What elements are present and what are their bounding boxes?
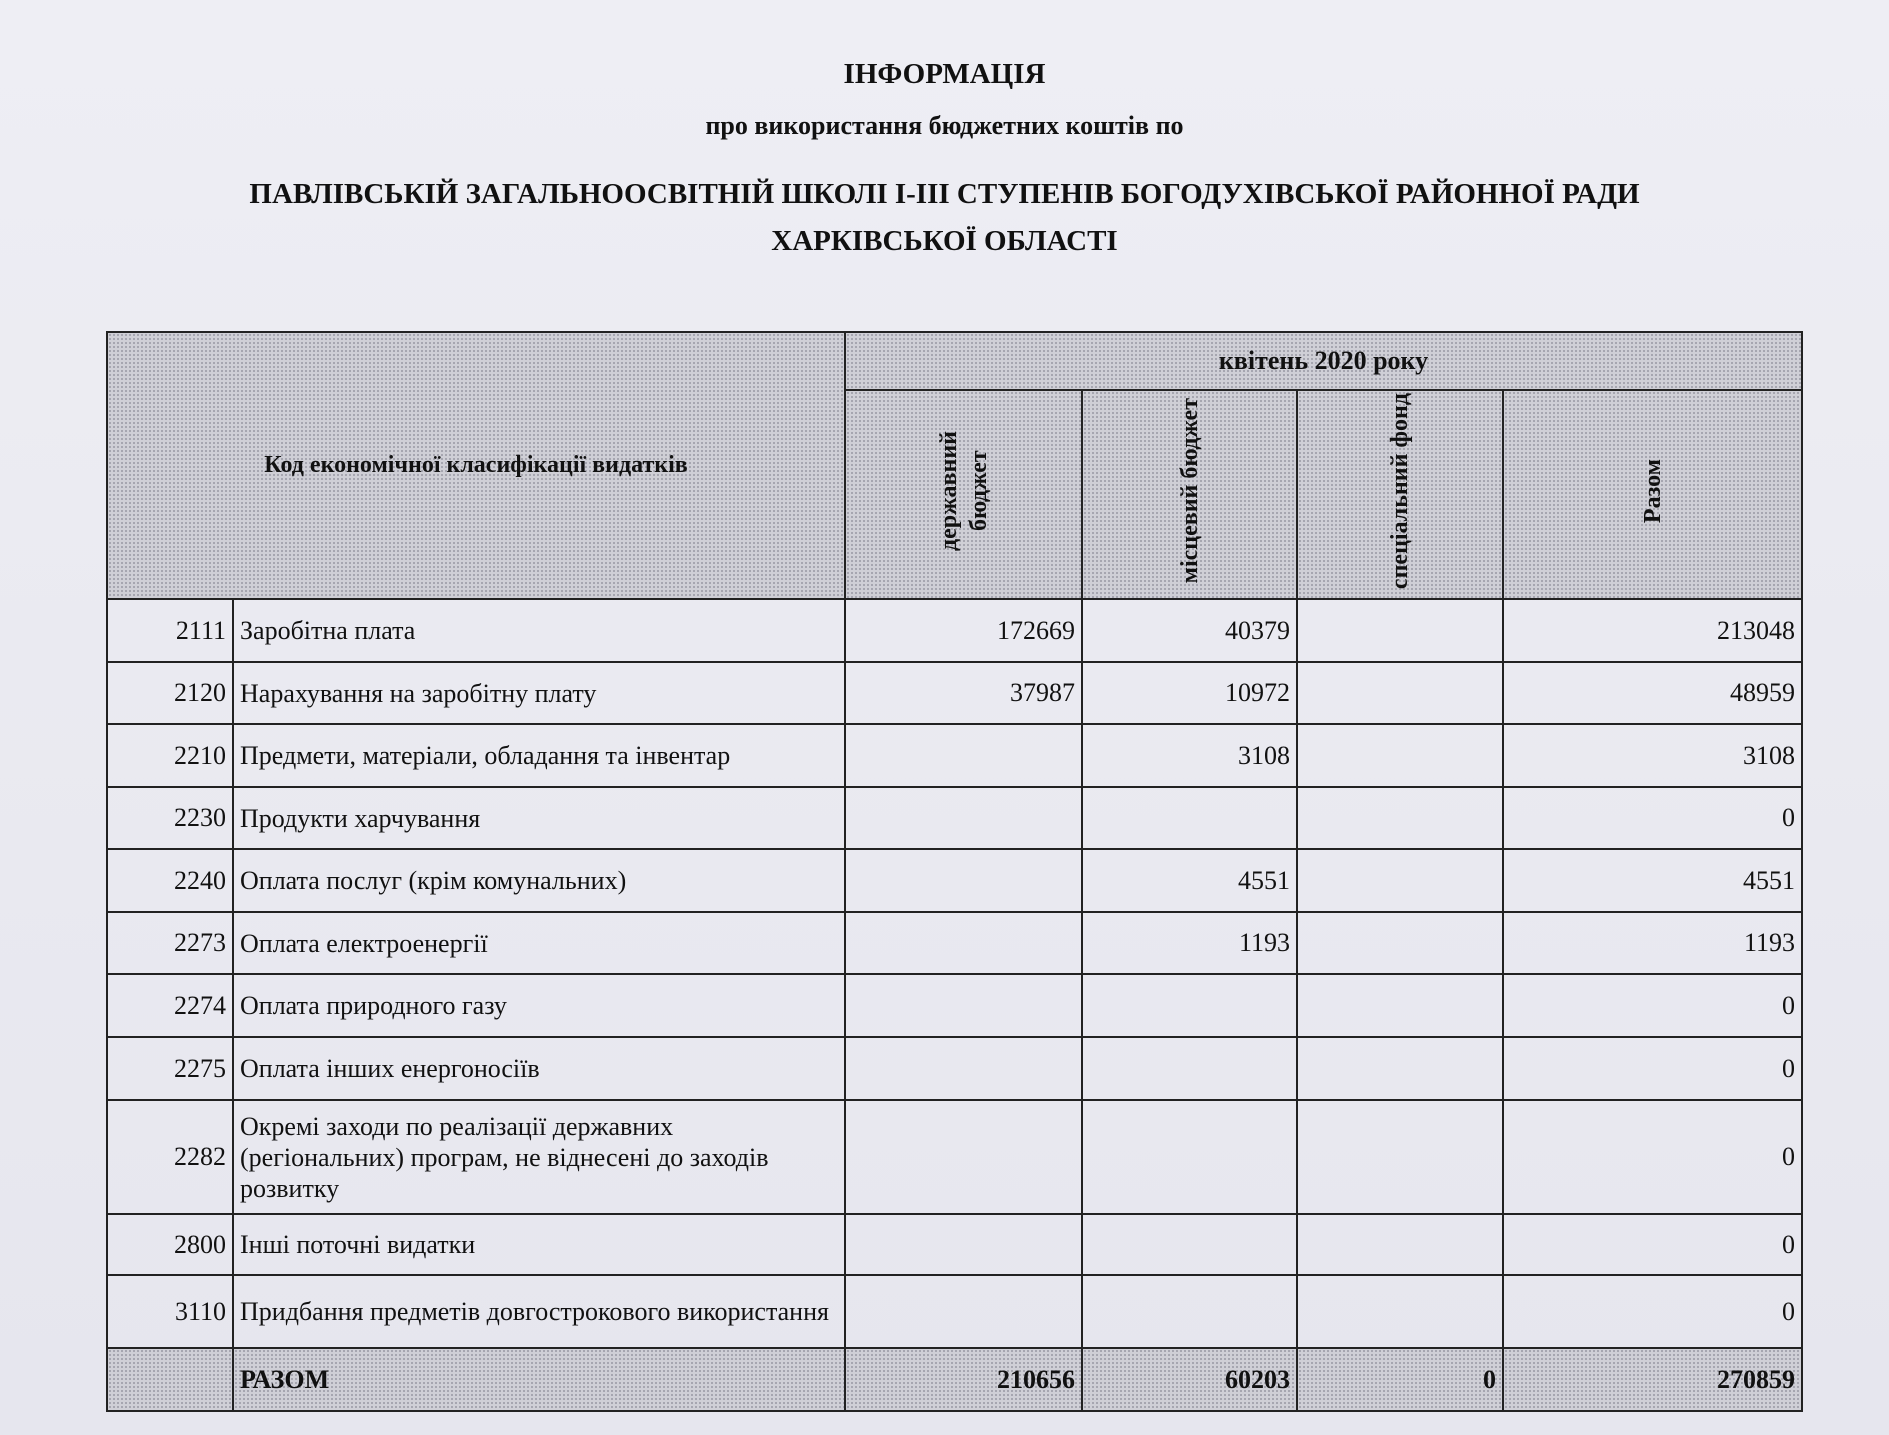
row-total: 4551: [1503, 849, 1802, 912]
row-special: [1297, 974, 1503, 1037]
total-state: 210656: [845, 1348, 1082, 1411]
row-total: 0: [1503, 1214, 1802, 1275]
row-state: [845, 1275, 1082, 1348]
document-subtitle: про використання бюджетних коштів по: [705, 111, 1184, 140]
column-header-total: Разом: [1503, 390, 1802, 599]
row-special: [1297, 1100, 1503, 1214]
organization-name-line-1: ПАВЛІВСЬКІЙ ЗАГАЛЬНООСВІТНІЙ ШКОЛІ І-ІІІ СТУПЕНІВ БОГОДУХІВСЬКОЇ РАЙОННОЇ РАДИ: [249, 178, 1640, 210]
table-row: [107, 787, 1802, 849]
row-code: 2230: [107, 787, 233, 849]
table-row: [107, 974, 1802, 1037]
row-total: 48959: [1503, 662, 1802, 724]
table-row: [107, 662, 1802, 724]
row-name: Окремі заходи по реалізації державних (регіональних) програм, не віднесені до заходів розвитку: [233, 1100, 845, 1214]
row-local: [1082, 1037, 1297, 1100]
row-local: 10972: [1082, 662, 1297, 724]
table-row: [107, 1275, 1802, 1348]
row-local: [1082, 974, 1297, 1037]
row-code: 2111: [107, 599, 233, 662]
row-local: 4551: [1082, 849, 1297, 912]
row-code: 2240: [107, 849, 233, 912]
row-name: Інші поточні видатки: [233, 1214, 845, 1275]
document-title: ІНФОРМАЦІЯ: [843, 58, 1046, 90]
row-name: Заробітна плата: [233, 599, 845, 662]
row-name: Продукти харчування: [233, 787, 845, 849]
row-local: 3108: [1082, 724, 1297, 787]
row-local: 40379: [1082, 599, 1297, 662]
row-state: 172669: [845, 599, 1082, 662]
row-special: [1297, 724, 1503, 787]
total-code-cell: [107, 1348, 233, 1411]
row-name: Оплата електроенергії: [233, 912, 845, 974]
table-row: [107, 912, 1802, 974]
row-name: Оплата природного газу: [233, 974, 845, 1037]
row-name: Предмети, матеріали, обладання та інвентар: [233, 724, 845, 787]
row-state: [845, 974, 1082, 1037]
total-special: 0: [1297, 1348, 1503, 1411]
row-special: [1297, 662, 1503, 724]
total-label: РАЗОМ: [233, 1348, 845, 1411]
column-header-special-fund: спеціальний фонд: [1297, 390, 1503, 599]
row-special: [1297, 599, 1503, 662]
row-special: [1297, 849, 1503, 912]
row-total: 3108: [1503, 724, 1802, 787]
table-header-row: [107, 332, 1802, 390]
organization-name-line-2: ХАРКІВСЬКОЇ ОБЛАСТІ: [771, 225, 1118, 257]
row-total: 0: [1503, 1275, 1802, 1348]
budget-table: [106, 331, 1803, 1412]
table-row: [107, 1214, 1802, 1275]
row-local: [1082, 1100, 1297, 1214]
row-code: 2273: [107, 912, 233, 974]
row-state: [845, 849, 1082, 912]
row-code: 2800: [107, 1214, 233, 1275]
row-code: 2210: [107, 724, 233, 787]
row-name: Придбання предметів довгострокового використання: [233, 1275, 845, 1348]
table-row: [107, 849, 1802, 912]
total-row: [107, 1348, 1802, 1411]
row-code: 2274: [107, 974, 233, 1037]
row-special: [1297, 912, 1503, 974]
row-total: 0: [1503, 1037, 1802, 1100]
row-total: 0: [1503, 974, 1802, 1037]
total-sum: 270859: [1503, 1348, 1802, 1411]
row-special: [1297, 1037, 1503, 1100]
row-local: [1082, 787, 1297, 849]
row-name: Оплата послуг (крім комунальних): [233, 849, 845, 912]
row-name: Нарахування на заробітну плату: [233, 662, 845, 724]
row-total: 0: [1503, 1100, 1802, 1214]
row-state: [845, 1037, 1082, 1100]
row-local: 1193: [1082, 912, 1297, 974]
row-state: [845, 724, 1082, 787]
code-header: Код економічної класифікації видатків: [107, 332, 845, 599]
table-row: [107, 1037, 1802, 1100]
row-total: 1193: [1503, 912, 1802, 974]
column-header-local-budget: місцевий бюджет: [1082, 390, 1297, 599]
row-state: [845, 1100, 1082, 1214]
row-special: [1297, 1275, 1503, 1348]
row-name: Оплата інших енергоносіїв: [233, 1037, 845, 1100]
row-code: 2120: [107, 662, 233, 724]
row-total: 213048: [1503, 599, 1802, 662]
total-local: 60203: [1082, 1348, 1297, 1411]
column-header-state-budget: державний бюджет: [845, 390, 1082, 599]
row-state: 37987: [845, 662, 1082, 724]
row-special: [1297, 1214, 1503, 1275]
row-code: 3110: [107, 1275, 233, 1348]
row-local: [1082, 1214, 1297, 1275]
row-code: 2282: [107, 1100, 233, 1214]
row-local: [1082, 1275, 1297, 1348]
row-state: [845, 1214, 1082, 1275]
row-state: [845, 912, 1082, 974]
table-row: [107, 724, 1802, 787]
row-state: [845, 787, 1082, 849]
period-header: квітень 2020 року: [845, 332, 1802, 390]
row-special: [1297, 787, 1503, 849]
row-code: 2275: [107, 1037, 233, 1100]
table-row: [107, 599, 1802, 662]
table-row: [107, 1100, 1802, 1214]
row-total: 0: [1503, 787, 1802, 849]
